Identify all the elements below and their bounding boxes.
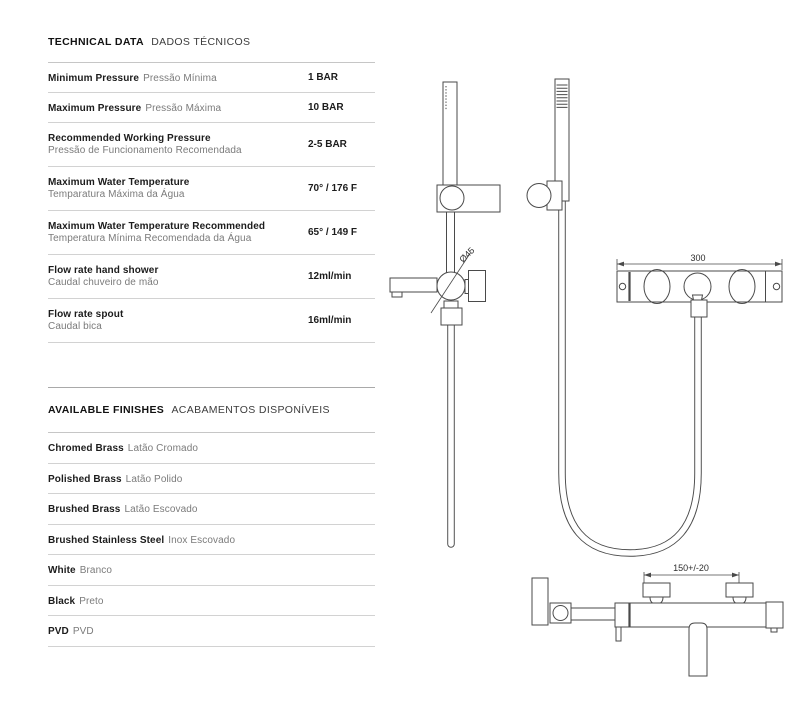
- finish-name-en: PVD: [48, 626, 69, 637]
- row-label-en: Maximum Water Temperature Recommended: [48, 221, 266, 232]
- table-row: [48, 63, 375, 93]
- row-label: [48, 472, 375, 486]
- technical-data-header: [48, 36, 250, 48]
- finish-row: [48, 525, 375, 556]
- finish-name-en: Polished Brass: [48, 473, 122, 485]
- finish-name-en: Brushed Stainless Steel: [48, 534, 165, 546]
- row-label-pt: Caudal chuveiro de mão: [48, 276, 159, 288]
- table-row: [48, 123, 375, 167]
- row-label-en: Minimum Pressure: [48, 72, 140, 84]
- finish-name-pt: Latão Escovado: [124, 504, 198, 515]
- diverter-tab: [616, 627, 621, 641]
- valve-body: [437, 272, 465, 300]
- row-label: [48, 309, 308, 332]
- row-label-pt: Pressão de Funcionamento Recomendada: [48, 144, 242, 156]
- row-label-en: Flow rate spout: [48, 309, 124, 320]
- finish-name-pt: Preto: [79, 595, 104, 607]
- row-label-pt: Temperatura Mínima Recomendada da Água: [48, 232, 252, 244]
- available-finishes-title-en: AVAILABLE FINISHES: [48, 404, 165, 416]
- technical-data-title-en: TECHNICAL DATA: [48, 36, 144, 48]
- dimension-label-valve-diameter: Ø45: [457, 245, 477, 265]
- row-label-en: Maximum Pressure: [48, 102, 142, 114]
- finish-row: [48, 616, 375, 647]
- table-row: [48, 93, 375, 123]
- available-finishes-title-pt: ACABAMENTOS DISPONÍVEIS: [171, 404, 330, 416]
- finish-name-pt: Latão Polido: [125, 473, 183, 485]
- row-value: 16ml/min: [308, 315, 352, 326]
- row-value: 12ml/min: [308, 271, 352, 282]
- row-label-pt: Pressão Máxima: [145, 102, 222, 114]
- row-label: [48, 177, 308, 200]
- finish-row: [48, 464, 375, 495]
- row-label-en: Maximum Water Temperature: [48, 177, 190, 188]
- finish-row: [48, 586, 375, 617]
- row-label-pt: Caudal bica: [48, 320, 102, 332]
- row-label: [48, 133, 308, 156]
- wall-union: [643, 583, 670, 597]
- finish-name-pt: Inox Escovado: [168, 534, 236, 546]
- spout: [689, 623, 707, 676]
- row-label: [48, 594, 375, 608]
- row-label: [48, 563, 375, 577]
- row-label: [48, 624, 375, 638]
- wall-union: [726, 583, 753, 597]
- row-label: [48, 221, 308, 244]
- table-row: [48, 255, 375, 299]
- row-label: [48, 265, 308, 288]
- finish-name-en: Brushed Brass: [48, 504, 121, 515]
- mixer-bar-top-view: [617, 253, 782, 317]
- row-value: 65° / 149 F: [308, 227, 358, 238]
- technical-data-table: [48, 62, 375, 343]
- available-finishes-table: [48, 432, 375, 647]
- dimension-label-connection-distance: 150+/-20: [673, 563, 709, 573]
- finish-name-en: Black: [48, 595, 76, 607]
- finish-name-pt: Branco: [79, 565, 113, 576]
- row-value: 70° / 176 F: [308, 183, 358, 194]
- row-label-pt: Pressão Mínima: [143, 72, 217, 84]
- technical-drawing: [385, 55, 800, 711]
- finish-name-en: White: [48, 565, 76, 576]
- row-label-pt: Temparatura Máxima da Água: [48, 188, 185, 200]
- row-label: [48, 502, 375, 516]
- finish-name-pt: Latão Cromado: [127, 443, 199, 454]
- technical-data-title-pt: DADOS TÉCNICOS: [151, 36, 251, 48]
- rail-post: [532, 578, 548, 625]
- dimension-label-bar-width: 300: [690, 253, 706, 263]
- section-separator: [48, 387, 375, 388]
- finish-row: [48, 555, 375, 586]
- finish-row: [48, 494, 375, 525]
- table-row: [48, 211, 375, 255]
- row-value: 1 BAR: [308, 72, 339, 83]
- row-label-en: Flow rate hand shower: [48, 265, 159, 276]
- table-row: [48, 167, 375, 211]
- row-label: [48, 441, 375, 455]
- finish-name-en: Chromed Brass: [48, 443, 124, 454]
- row-value: 2-5 BAR: [308, 139, 347, 150]
- finish-row: [48, 433, 375, 464]
- row-label: [48, 533, 375, 547]
- table-row: [48, 299, 375, 343]
- row-label: [48, 71, 308, 85]
- shower-column-side-view: [390, 82, 500, 544]
- row-value: 10 BAR: [308, 102, 344, 113]
- shower-hose: [562, 199, 698, 553]
- row-label: [48, 101, 308, 115]
- row-label-en: Recommended Working Pressure: [48, 133, 211, 144]
- mixer-front-view: [532, 563, 783, 676]
- available-finishes-header: [48, 404, 330, 416]
- shower-column-front-view: [527, 79, 698, 553]
- finish-name-pt: PVD: [72, 626, 94, 637]
